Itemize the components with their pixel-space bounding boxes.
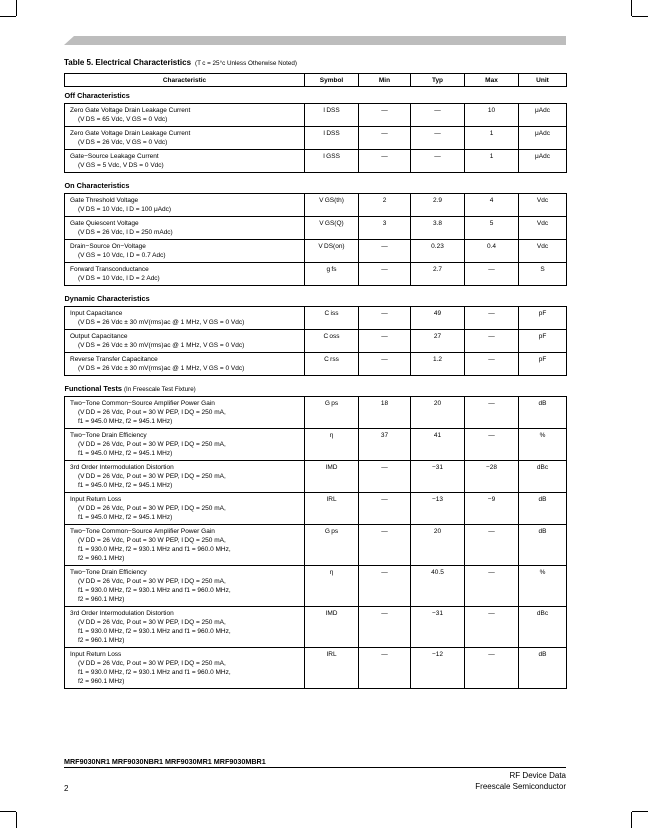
section-header (65, 290, 567, 307)
typ-cell: −13 (411, 493, 465, 525)
part-numbers: MRF9030NR1 MRF9030NBR1 MRF9030MR1 MRF9030MBR1 (64, 757, 266, 766)
min-cell: — (359, 240, 411, 263)
max-cell: 4 (465, 194, 519, 217)
max-cell: 1 (465, 150, 519, 173)
parameter-name: Two−Tone Common−Source Amplifier Power Gain (70, 400, 215, 407)
test-condition: (V DS = 26 Vdc, V GS = 0 Vdc) (78, 139, 168, 146)
parameter-name: Gate Threshold Voltage (70, 197, 139, 204)
symbol-cell: V DS(on) (305, 240, 359, 263)
test-condition: (V DD = 26 Vdc, P out = 30 W PEP, I DQ = 250 mA, (78, 473, 226, 480)
section-title: Functional Tests (64, 383, 122, 393)
crop-mark-top-left-h (0, 16, 16, 17)
parameter-name: Gate−Source Leakage Current (70, 153, 159, 160)
min-cell: — (359, 330, 411, 353)
max-cell: — (465, 307, 519, 330)
min-cell: 3 (359, 217, 411, 240)
parameter-name: Input Return Loss (70, 651, 122, 658)
section-header-row (65, 87, 567, 104)
test-condition: f1 = 930.0 MHz, f2 = 930.1 MHz and f1 = 960.0 MHz, (78, 587, 231, 594)
min-cell: — (359, 150, 411, 173)
unit-cell: dB (519, 525, 567, 566)
characteristic-cell (65, 648, 305, 689)
test-condition: f1 = 930.0 MHz, f2 = 930.1 MHz and f1 = 960.0 MHz, (78, 546, 231, 553)
footer-doc-title: RF Device Data (509, 771, 566, 780)
test-condition: f2 = 960.1 MHz) (78, 637, 125, 644)
header-characteristic: Characteristic (65, 74, 305, 87)
max-cell: — (465, 607, 519, 648)
footer-rule (64, 767, 566, 768)
table-caption (64, 58, 297, 67)
characteristic-cell (65, 127, 305, 150)
min-cell: 2 (359, 194, 411, 217)
section-header (65, 380, 567, 397)
parameter-name: Input Capacitance (70, 310, 123, 317)
test-condition: (V DD = 26 Vdc, P out = 30 W PEP, I DQ = 250 mA, (78, 409, 226, 416)
characteristic-cell (65, 263, 305, 286)
parameter-name: Zero Gate Voltage Drain Leakage Current (70, 107, 191, 114)
parameter-name: Two−Tone Drain Efficiency (70, 432, 147, 439)
max-cell: −9 (465, 493, 519, 525)
symbol-cell: IRL (305, 648, 359, 689)
parameter-name: Input Return Loss (70, 496, 122, 503)
parameter-name: 3rd Order Intermodulation Distortion (70, 610, 174, 617)
min-cell: — (359, 307, 411, 330)
max-cell: — (465, 397, 519, 429)
table-row (65, 566, 567, 607)
max-cell: −28 (465, 461, 519, 493)
table-row (65, 461, 567, 493)
header-unit: Unit (519, 74, 567, 87)
test-condition: (V DS = 26 Vdc ± 30 mV(rms)ac @ 1 MHz, V GS = 0 Vdc) (78, 319, 245, 326)
test-condition: f2 = 960.1 MHz) (78, 555, 125, 562)
typ-cell: 20 (411, 397, 465, 429)
typ-cell: — (411, 104, 465, 127)
typ-cell: 27 (411, 330, 465, 353)
typ-cell: −31 (411, 607, 465, 648)
test-condition: f2 = 960.1 MHz) (78, 678, 125, 685)
table-row (65, 330, 567, 353)
symbol-cell: C rss (305, 353, 359, 376)
table-row (65, 353, 567, 376)
test-condition: f1 = 945.0 MHz, f2 = 945.1 MHz) (78, 450, 173, 457)
table-body (65, 87, 567, 689)
characteristic-cell (65, 525, 305, 566)
test-condition: (V DS = 26 Vdc ± 30 mV(rms)ac @ 1 MHz, V GS = 0 Vdc) (78, 342, 245, 349)
table-header-row (65, 74, 567, 87)
test-condition: f1 = 945.0 MHz, f2 = 945.1 MHz) (78, 418, 173, 425)
max-cell: — (465, 353, 519, 376)
typ-cell: 2.9 (411, 194, 465, 217)
table-row (65, 429, 567, 461)
typ-cell: 1.2 (411, 353, 465, 376)
characteristic-cell (65, 607, 305, 648)
unit-cell: dB (519, 397, 567, 429)
symbol-cell: η (305, 566, 359, 607)
test-condition: (V DS = 65 Vdc, V GS = 0 Vdc) (78, 116, 168, 123)
min-cell: — (359, 461, 411, 493)
unit-cell: pF (519, 307, 567, 330)
parameter-name: 3rd Order Intermodulation Distortion (70, 464, 174, 471)
symbol-cell: C iss (305, 307, 359, 330)
table-row (65, 493, 567, 525)
parameter-name: Gate Quiescent Voltage (70, 220, 139, 227)
typ-cell: 0.23 (411, 240, 465, 263)
section-header-row (65, 380, 567, 397)
parameter-name: Output Capacitance (70, 333, 128, 340)
max-cell: — (465, 525, 519, 566)
unit-cell: Vdc (519, 217, 567, 240)
min-cell: — (359, 607, 411, 648)
max-cell: 0.4 (465, 240, 519, 263)
max-cell: 1 (465, 127, 519, 150)
typ-cell: −12 (411, 648, 465, 689)
characteristic-cell (65, 397, 305, 429)
crop-mark-bottom-right-v (631, 812, 632, 828)
table-row (65, 525, 567, 566)
crop-mark-top-right-v (631, 0, 632, 16)
electrical-characteristics-table (64, 73, 567, 689)
page-number: 2 (64, 784, 69, 793)
table-row (65, 127, 567, 150)
min-cell: — (359, 127, 411, 150)
typ-cell: 3.8 (411, 217, 465, 240)
table-row (65, 240, 567, 263)
test-condition: f1 = 945.0 MHz, f2 = 945.1 MHz) (78, 482, 173, 489)
section-header-row (65, 177, 567, 194)
crop-mark-top-right-h (632, 16, 648, 17)
characteristic-cell (65, 217, 305, 240)
unit-cell: % (519, 429, 567, 461)
test-condition: (V GS = 5 Vdc, V DS = 0 Vdc) (78, 162, 164, 169)
section-title: Off Characteristics (64, 91, 130, 100)
header-decor-bar (64, 36, 566, 45)
min-cell: — (359, 648, 411, 689)
symbol-cell: C oss (305, 330, 359, 353)
min-cell: — (359, 566, 411, 607)
min-cell: 18 (359, 397, 411, 429)
test-condition: f1 = 930.0 MHz, f2 = 930.1 MHz and f1 = 960.0 MHz, (78, 628, 231, 635)
characteristic-cell (65, 493, 305, 525)
max-cell: — (465, 429, 519, 461)
max-cell: — (465, 648, 519, 689)
section-header (65, 87, 567, 104)
test-condition: (V DS = 26 Vdc ± 30 mV(rms)ac @ 1 MHz, V GS = 0 Vdc) (78, 365, 245, 372)
test-condition: (V DD = 26 Vdc, P out = 30 W PEP, I DQ = 250 mA, (78, 537, 226, 544)
characteristic-cell (65, 240, 305, 263)
parameter-name: Forward Transconductance (70, 266, 149, 273)
characteristic-cell (65, 150, 305, 173)
typ-cell: 41 (411, 429, 465, 461)
characteristic-cell (65, 104, 305, 127)
crop-mark-bottom-right-h (632, 811, 648, 812)
characteristic-cell (65, 429, 305, 461)
symbol-cell: IMD (305, 461, 359, 493)
symbol-cell: IMD (305, 607, 359, 648)
typ-cell: −31 (411, 461, 465, 493)
table-row (65, 104, 567, 127)
test-condition: (V DD = 26 Vdc, P out = 30 W PEP, I DQ = 250 mA, (78, 660, 226, 667)
unit-cell: % (519, 566, 567, 607)
typ-cell: — (411, 150, 465, 173)
unit-cell: pF (519, 330, 567, 353)
footer-company: Freescale Semiconductor (475, 782, 566, 791)
test-condition: f1 = 930.0 MHz, f2 = 930.1 MHz and f1 = 960.0 MHz, (78, 669, 231, 676)
symbol-cell: G ps (305, 525, 359, 566)
min-cell: — (359, 263, 411, 286)
unit-cell: μAdc (519, 150, 567, 173)
symbol-cell: I DSS (305, 104, 359, 127)
unit-cell: S (519, 263, 567, 286)
unit-cell: dBc (519, 607, 567, 648)
min-cell: 37 (359, 429, 411, 461)
unit-cell: Vdc (519, 194, 567, 217)
table-row (65, 194, 567, 217)
characteristic-cell (65, 566, 305, 607)
test-condition: (V DS = 10 Vdc, I D = 2 Adc) (78, 275, 160, 282)
crop-mark-bottom-left-v (16, 812, 17, 828)
typ-cell: 2.7 (411, 263, 465, 286)
min-cell: — (359, 104, 411, 127)
max-cell: 10 (465, 104, 519, 127)
max-cell: — (465, 566, 519, 607)
test-condition: f1 = 945.0 MHz, f2 = 945.1 MHz) (78, 514, 173, 521)
characteristic-cell (65, 461, 305, 493)
symbol-cell: I GSS (305, 150, 359, 173)
header-typ: Typ (411, 74, 465, 87)
unit-cell: μAdc (519, 104, 567, 127)
symbol-cell: I DSS (305, 127, 359, 150)
table-row (65, 648, 567, 689)
max-cell: — (465, 263, 519, 286)
unit-cell: pF (519, 353, 567, 376)
symbol-cell: η (305, 429, 359, 461)
crop-mark-bottom-left-h (0, 811, 16, 812)
min-cell: — (359, 493, 411, 525)
unit-cell: dB (519, 493, 567, 525)
section-title: On Characteristics (64, 181, 130, 190)
table-row (65, 397, 567, 429)
parameter-name: Two−Tone Drain Efficiency (70, 569, 147, 576)
unit-cell: μAdc (519, 127, 567, 150)
characteristic-cell (65, 330, 305, 353)
typ-cell: — (411, 127, 465, 150)
symbol-cell: V GS(Q) (305, 217, 359, 240)
test-condition: (V DS = 10 Vdc, I D = 100 μAdc) (78, 206, 172, 213)
test-condition: (V GS = 10 Vdc, I D = 0.7 Adc) (78, 252, 166, 259)
max-cell: — (465, 330, 519, 353)
min-cell: — (359, 525, 411, 566)
characteristic-cell (65, 194, 305, 217)
symbol-cell: G ps (305, 397, 359, 429)
test-condition: (V DD = 26 Vdc, P out = 30 W PEP, I DQ = 250 mA, (78, 578, 226, 585)
test-condition: f2 = 960.1 MHz) (78, 596, 125, 603)
table-title: Table 5. Electrical Characteristics (64, 58, 192, 67)
crop-mark-top-left-v (16, 0, 17, 16)
table-row (65, 307, 567, 330)
test-condition: (V DD = 26 Vdc, P out = 30 W PEP, I DQ = 250 mA, (78, 441, 226, 448)
test-condition: (V DD = 26 Vdc, P out = 30 W PEP, I DQ = 250 mA, (78, 619, 226, 626)
section-header-row (65, 290, 567, 307)
unit-cell: dB (519, 648, 567, 689)
parameter-name: Zero Gate Voltage Drain Leakage Current (70, 130, 191, 137)
table-row (65, 263, 567, 286)
section-header (65, 177, 567, 194)
parameter-name: Two−Tone Common−Source Amplifier Power Gain (70, 528, 215, 535)
test-condition: (V DD = 26 Vdc, P out = 30 W PEP, I DQ = 250 mA, (78, 505, 226, 512)
characteristic-cell (65, 353, 305, 376)
table-note: (T c = 25°c Unless Otherwise Noted) (195, 60, 297, 67)
section-title: Dynamic Characteristics (64, 294, 150, 303)
table-row (65, 150, 567, 173)
max-cell: 5 (465, 217, 519, 240)
unit-cell: dBc (519, 461, 567, 493)
typ-cell: 49 (411, 307, 465, 330)
typ-cell: 20 (411, 525, 465, 566)
parameter-name: Reverse Transfer Capacitance (70, 356, 158, 363)
section-subtitle: (In Freescale Test Fixture) (123, 385, 196, 393)
min-cell: — (359, 353, 411, 376)
symbol-cell: V GS(th) (305, 194, 359, 217)
unit-cell: Vdc (519, 240, 567, 263)
typ-cell: 40.5 (411, 566, 465, 607)
characteristic-cell (65, 307, 305, 330)
symbol-cell: IRL (305, 493, 359, 525)
symbol-cell: g fs (305, 263, 359, 286)
table-row (65, 217, 567, 240)
table-row (65, 607, 567, 648)
parameter-name: Drain−Source On−Voltage (70, 243, 146, 250)
header-symbol: Symbol (305, 74, 359, 87)
test-condition: (V DS = 26 Vdc, I D = 250 mAdc) (78, 229, 173, 236)
header-min: Min (359, 74, 411, 87)
header-max: Max (465, 74, 519, 87)
